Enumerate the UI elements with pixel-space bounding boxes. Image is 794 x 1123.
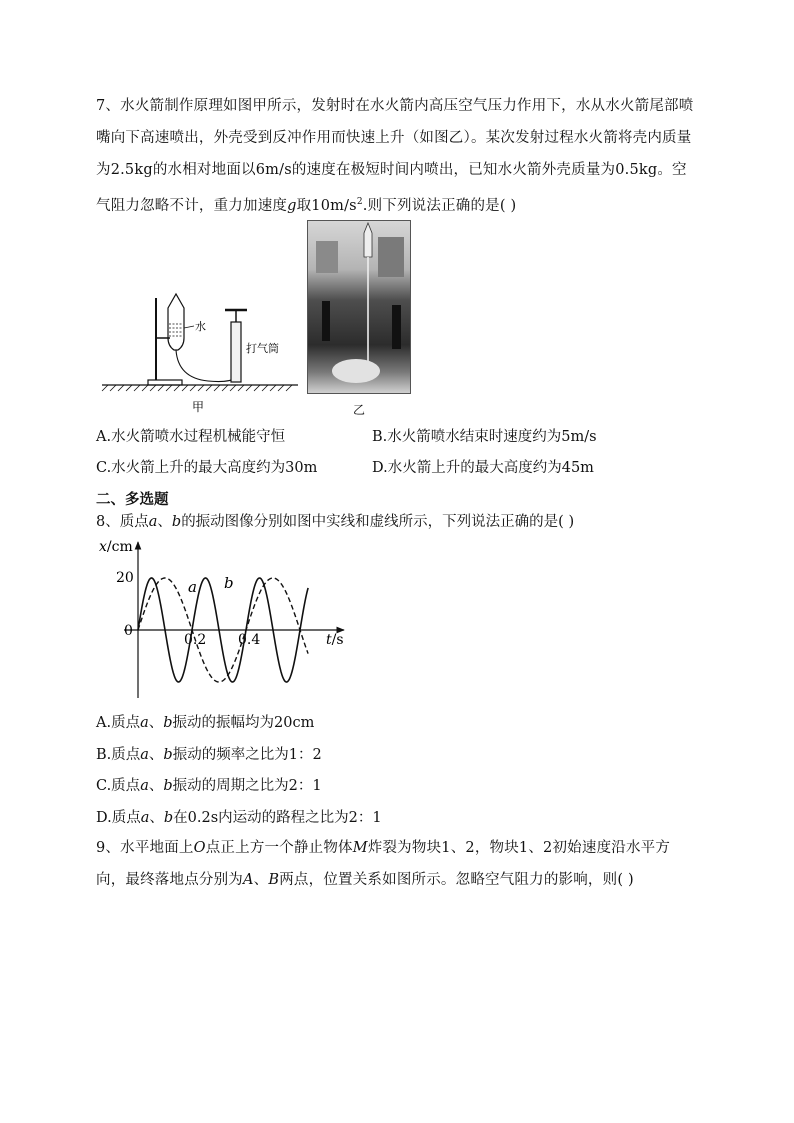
x-tick-label-0.2: 0.2: [184, 632, 207, 648]
x-tick-label-0.4: 0.4: [238, 632, 261, 648]
figure-yi-caption: 乙: [353, 403, 366, 417]
y-tick-label-0: 0: [124, 623, 133, 639]
y-tick-label-20: 20: [116, 570, 134, 586]
figure-jia-apparatus: [98, 280, 298, 415]
section-title-multi-choice: 二、多选题: [96, 492, 169, 508]
vibration-chart: [94, 536, 354, 704]
rocket-photo-icon: [308, 221, 410, 393]
x-axis-label: t/s: [326, 632, 344, 648]
var-g: g: [287, 197, 297, 214]
question-8-stem: 8、质点a、b的振动图像分别如图中实线和虚线所示，下列说法正确的是( ): [96, 514, 575, 530]
question-7-stem: 7、水火箭制作原理如图甲所示，发射时在水火箭内高压空气压力作用下，水从水火箭尾部喷嘴向下高速喷出，外壳受到反冲作用而快速上升（如图乙）。某次发射过程水火箭将壳内质量为2.5kg的水相对地面以6m/s的速度在极短时间内喷出，已知水火箭外壳质量为0.5kg。空气阻力忽略不计，重力加速度g取$10m/s^2$.则下列说法正确的是( ): [96, 98, 694, 214]
q7-option-d[interactable]: D.水火箭上升的最大高度约为45m: [372, 460, 594, 476]
q8-option-a[interactable]: A.质点a、b振动的振幅均为20cm: [96, 715, 315, 731]
q7-option-c[interactable]: C.水火箭上升的最大高度约为30m: [96, 460, 318, 476]
question-9-stem: 9、水平地面上O点正上方一个静止物体M炸裂为物块1、2，物块1、2初始速度沿水平方向，最终落地点分别为A、B两点，位置关系如图所示。忽略空气阻力的影响，则( ): [96, 840, 671, 888]
q7-option-b[interactable]: B.水火箭喷水结束时速度约为5m/s: [372, 429, 597, 445]
y-axis-label: x/cm: [99, 539, 133, 555]
pump-label: 打气筒: [246, 342, 279, 355]
series-a-label: a: [188, 578, 197, 596]
q8-option-d[interactable]: D.质点a、b在0.2s内运动的路程之比为2：1: [96, 810, 382, 826]
q7-option-a[interactable]: A.水火箭喷水过程机械能守恒: [96, 429, 286, 445]
figure-yi-photo: [307, 220, 411, 394]
q8-option-c[interactable]: C.质点a、b振动的周期之比为2：1: [96, 778, 322, 794]
series-b-label: b: [224, 574, 234, 592]
q8-option-b[interactable]: B.质点a、b振动的频率之比为1：2: [96, 747, 322, 763]
figure-jia-caption: 甲: [192, 400, 205, 414]
water-label: 水: [195, 320, 206, 333]
